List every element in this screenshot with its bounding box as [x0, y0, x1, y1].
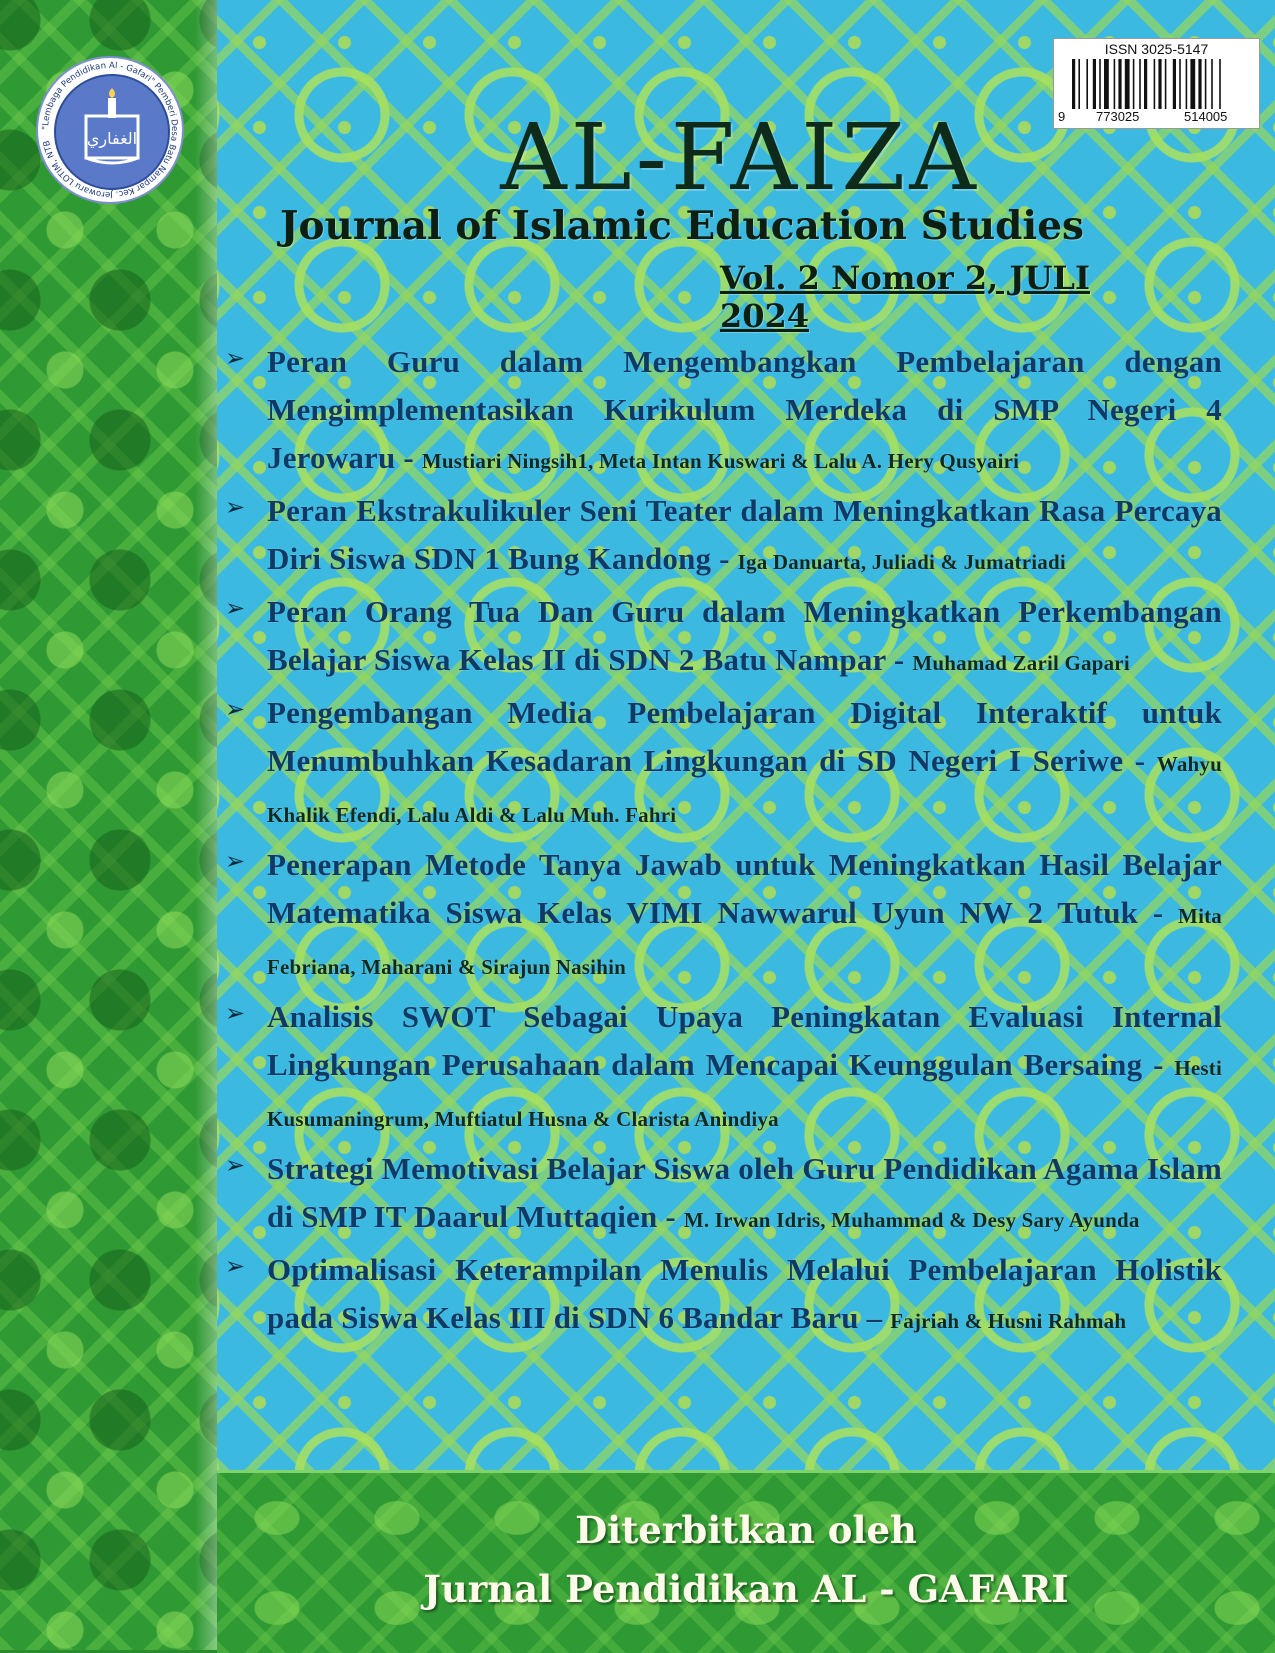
article-entry	[267, 841, 1222, 991]
barcode-group-2: 514005	[1184, 109, 1228, 124]
article-entry	[267, 1246, 1222, 1345]
article-title: Pengembangan Media Pembelajaran Digital Interaktif untuk Menumbuhkan Kesadaran Lingkungan di SD Negeri I Seriwe -	[267, 695, 1222, 778]
journal-volume: Vol. 2 Nomor 2, JULI 2024	[720, 259, 1090, 335]
article-authors: Iga Danuarta, Juliadi & Jumatriadi	[737, 550, 1066, 574]
article-authors: M. Irwan Idris, Muhammad & Desy Sary Ayunda	[683, 1208, 1140, 1232]
arrow-bullet-icon: ➢	[225, 1151, 246, 1179]
article-entry	[267, 487, 1222, 586]
article-authors: Mustiari Ningsih1, Meta Intan Kuswari & Lalu A. Hery Qusyairi	[421, 449, 1020, 473]
article-entry	[267, 338, 1222, 485]
arrow-bullet-icon: ➢	[225, 594, 246, 622]
article-title: Penerapan Metode Tanya Jawab untuk Meningkatkan Hasil Belajar Matematika Siswa Kelas VIMI Nawwarul Uyun NW 2 Tutuk -	[267, 847, 1222, 930]
barcode-group-1: 773025	[1096, 109, 1140, 124]
article-item	[225, 588, 1222, 687]
left-decorative-strip	[0, 0, 217, 1650]
article-authors: Wahyu Khalik Efendi, Lalu Aldi & Lalu Muh. Fahri	[267, 752, 1222, 827]
article-entry	[267, 689, 1222, 839]
article-title: Peran Guru dalam Mengembangkan Pembelajaran dengan Mengimplementasikan Kurikulum Merdeka di SMP Negeri 4 Jerowaru -	[267, 344, 1222, 475]
journal-title: AL-FAIZA	[500, 104, 980, 211]
arrow-bullet-icon: ➢	[225, 847, 246, 875]
article-authors: Muhamad Zaril Gapari	[912, 651, 1130, 675]
article-authors: Fajriah & Husni Rahmah	[890, 1309, 1127, 1333]
article-title: Optimalisasi Keterampilan Menulis Melalui Pembelajaran Holistik pada Siswa Kelas III di SDN 6 Bandar Baru –	[267, 1252, 1222, 1335]
article-item	[225, 689, 1222, 839]
publisher-label: Diterbitkan oleh	[575, 1508, 917, 1552]
journal-subtitle: Journal of Islamic Education Studies	[280, 203, 1084, 249]
institution-logo	[38, 58, 182, 202]
arrow-bullet-icon: ➢	[225, 999, 246, 1027]
arrow-bullet-icon: ➢	[225, 344, 246, 372]
arrow-bullet-icon: ➢	[225, 1252, 246, 1280]
article-item	[225, 841, 1222, 991]
svg-text:"Lembaga Pendidikan Al - Gafar: "Lembaga Pendidikan Al - Gafari" Pemberi Desa Batu Nampar Kec. Jerowaru LOTIM, NTB	[40, 60, 180, 200]
arrow-bullet-icon: ➢	[225, 493, 246, 521]
article-item	[225, 1246, 1222, 1345]
svg-text:الغفاري: الغفاري	[86, 129, 138, 148]
barcode-icon	[1072, 59, 1254, 109]
article-title: Analisis SWOT Sebagai Upaya Peningkatan Evaluasi Internal Lingkungan Perusahaan dalam Mencapai Keunggulan Bersaing -	[267, 999, 1222, 1082]
article-entry	[267, 993, 1222, 1143]
article-title: Peran Orang Tua Dan Guru dalam Meningkatkan Perkembangan Belajar Siswa Kelas II di SDN 2 Batu Nampar -	[267, 594, 1222, 677]
barcode-prefix: 9	[1058, 109, 1066, 124]
article-entry	[267, 588, 1222, 687]
arrow-bullet-icon: ➢	[225, 695, 246, 723]
article-item	[225, 993, 1222, 1143]
article-item	[225, 338, 1222, 485]
article-authors: Hesti Kusumaningrum, Muftiatul Husna & Clarista Anindiya	[267, 1056, 1222, 1131]
article-title: Peran Ekstrakulikuler Seni Teater dalam Meningkatkan Rasa Percaya Diri Siswa SDN 1 Bung Kandong -	[267, 493, 1222, 576]
article-entry	[267, 1145, 1222, 1244]
article-list	[225, 338, 1222, 1347]
issn-barcode-box	[1053, 38, 1260, 129]
article-authors: Mita Febriana, Maharani & Sirajun Nasihin	[267, 904, 1222, 979]
publisher-name: Jurnal Pendidikan AL - GAFARI	[423, 1567, 1069, 1611]
issn-label: ISSN 3025-5147	[1104, 41, 1209, 57]
article-title: Strategi Memotivasi Belajar Siswa oleh Guru Pendidikan Agama Islam di SMP IT Daarul Muttaqien -	[267, 1151, 1222, 1234]
article-item	[225, 487, 1222, 586]
publisher-band	[217, 1470, 1275, 1653]
logo-ring-text	[38, 58, 182, 202]
article-item	[225, 1145, 1222, 1244]
